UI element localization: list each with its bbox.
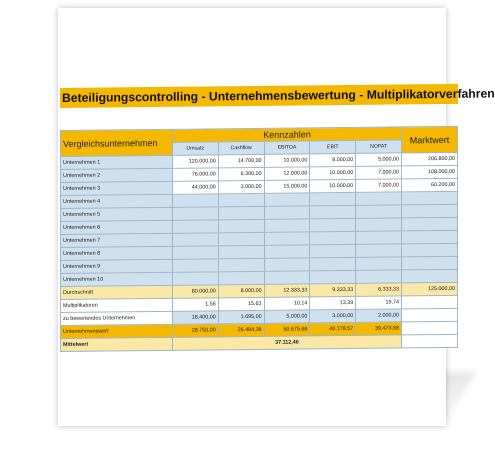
enterprise-value: 26.484,38 — [218, 323, 264, 336]
value-cell — [218, 271, 264, 284]
company-name: Unternehmen 6 — [61, 220, 173, 234]
market-value-cell — [402, 269, 458, 283]
value-cell: 44.000,00 — [172, 181, 218, 194]
market-value-cell: 206.800,00 — [402, 152, 458, 166]
market-value-cell — [402, 243, 458, 257]
value-cell: 120.000,00 — [172, 155, 218, 168]
value-cell — [310, 270, 356, 283]
empty-cell — [402, 308, 458, 322]
marktwert-header: Marktwert — [402, 126, 458, 153]
company-name: Unternehmen 10 — [61, 272, 173, 286]
market-value-cell: 60.200,00 — [402, 178, 458, 192]
market-value-cell — [402, 191, 458, 205]
company-name: Unternehmen 5 — [61, 207, 173, 221]
value-cell: 6.300,00 — [218, 167, 264, 180]
value-cell: 7.000,00 — [356, 166, 402, 179]
multiplier-label: Multiplikatoren — [61, 298, 173, 312]
value-cell — [356, 218, 402, 231]
value-cell — [356, 244, 402, 257]
multiplier-value: 19,74 — [356, 296, 402, 309]
col-cashflow: Cashflow — [218, 141, 264, 154]
value-cell — [356, 192, 402, 205]
empty-cell — [402, 295, 458, 309]
value-cell — [218, 206, 264, 219]
value-cell — [172, 246, 218, 259]
value-cell — [264, 219, 310, 232]
value-cell: 10.000,00 — [310, 166, 356, 179]
company-name: Unternehmen 2 — [61, 168, 173, 182]
company-name: Unternehmen 7 — [61, 233, 173, 247]
market-value-cell — [402, 256, 458, 270]
value-cell: 10.000,00 — [310, 179, 356, 192]
value-cell — [310, 218, 356, 231]
value-cell — [310, 257, 356, 270]
value-cell — [310, 192, 356, 205]
company-name: Unternehmen 3 — [61, 181, 173, 195]
average-value: 8.000,00 — [218, 284, 264, 297]
value-cell — [218, 245, 264, 258]
value-cell — [264, 193, 310, 206]
target-value: 3.000,00 — [310, 309, 356, 322]
market-value-cell — [402, 217, 458, 231]
empty-cell — [402, 334, 458, 348]
enterprise-value: 28.750,00 — [172, 324, 218, 337]
value-cell — [264, 258, 310, 271]
company-name: Unternehmen 4 — [61, 194, 173, 208]
value-cell — [310, 231, 356, 244]
value-cell — [218, 193, 264, 206]
value-cell — [172, 220, 218, 233]
value-cell — [172, 207, 218, 220]
value-cell — [264, 271, 310, 284]
average-market-value: 125.000,00 — [402, 282, 458, 296]
value-cell — [356, 231, 402, 244]
value-cell — [172, 194, 218, 207]
value-cell — [356, 205, 402, 218]
mean-value: 37.112,46 — [172, 335, 401, 350]
average-value: 12.333,33 — [264, 284, 310, 297]
multiplier-value: 1,56 — [172, 298, 218, 311]
target-value: 5.000,00 — [264, 310, 310, 323]
value-cell — [264, 245, 310, 258]
multiplier-value: 15,63 — [218, 297, 264, 310]
col-umsatz: Umsatz — [172, 142, 218, 155]
market-value-cell — [402, 204, 458, 218]
value-cell — [310, 244, 356, 257]
col-ebit: EBIT — [310, 140, 356, 153]
table-body — [61, 126, 458, 351]
value-cell: 14.700,00 — [218, 154, 264, 167]
col-ebitda: EBITDA — [264, 141, 310, 154]
market-value-cell — [402, 230, 458, 244]
company-name: Unternehmen 8 — [61, 246, 173, 260]
spreadsheet — [60, 8, 495, 392]
value-cell: 10.000,00 — [264, 154, 310, 167]
comparables-header: Vergleichsunternehmen — [61, 129, 173, 156]
value-cell: 8.000,00 — [310, 153, 356, 166]
enterprise-value: 39.473,68 — [356, 322, 402, 335]
value-cell — [172, 233, 218, 246]
value-cell — [172, 259, 218, 272]
value-cell: 15.000,00 — [264, 180, 310, 193]
value-cell — [218, 219, 264, 232]
sheet-title: Beteiligungscontrolling - Unternehmensbewertung - Multiplikatorverfahren — [60, 84, 458, 108]
company-name: Unternehmen 9 — [61, 259, 173, 273]
target-company-label: zu bewertendes Unternehmen — [61, 311, 173, 325]
target-value: 18.400,00 — [172, 311, 218, 324]
value-cell: 3.000,00 — [218, 180, 264, 193]
enterprise-value: 50.675,68 — [264, 323, 310, 336]
enterprise-value-label: Unternehmenswert — [61, 324, 173, 338]
multiplier-value: 13,39 — [310, 296, 356, 309]
company-name: Unternehmen 1 — [61, 155, 173, 169]
col-nopat: NOPAT — [356, 140, 402, 153]
value-cell — [172, 272, 218, 285]
valuation-table — [60, 126, 458, 352]
mean-label: Mittelwert — [61, 337, 173, 351]
value-cell — [218, 232, 264, 245]
average-value: 80.000,00 — [172, 285, 218, 298]
value-cell — [264, 232, 310, 245]
enterprise-value: 40.178,57 — [310, 322, 356, 335]
value-cell — [264, 206, 310, 219]
average-value: 9.333,33 — [310, 283, 356, 296]
multiplier-value: 10,14 — [264, 297, 310, 310]
empty-cell — [402, 321, 458, 335]
value-cell: 7.000,00 — [356, 179, 402, 192]
kennzahlen-header: Kennzahlen — [172, 127, 401, 142]
value-cell — [356, 257, 402, 270]
value-cell — [218, 258, 264, 271]
market-value-cell: 108.000,00 — [402, 165, 458, 179]
value-cell: 12.000,00 — [264, 167, 310, 180]
average-label: Durchschnitt — [61, 285, 173, 299]
value-cell: 76.000,00 — [172, 168, 218, 181]
value-cell: 5.000,00 — [356, 153, 402, 166]
value-cell — [356, 270, 402, 283]
target-value: 1.695,00 — [218, 310, 264, 323]
mean-row — [61, 334, 458, 351]
average-value: 6.333,33 — [356, 283, 402, 296]
value-cell — [310, 205, 356, 218]
target-value: 2.000,00 — [356, 309, 402, 322]
